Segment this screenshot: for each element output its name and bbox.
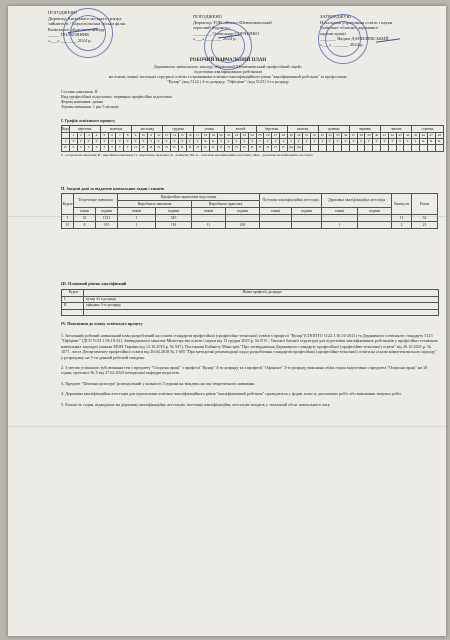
sub-weeks: тижні (260, 208, 292, 215)
week-number: 44 (404, 133, 412, 139)
schedule-cell: Т (124, 139, 132, 145)
schedule-cell (357, 145, 365, 151)
schedule-cell: Т (342, 139, 350, 145)
week-number: 3 (85, 133, 93, 139)
schedule-cell: К (419, 139, 427, 145)
schedule-cell: Т (373, 139, 381, 145)
week-number: 13 (163, 133, 171, 139)
schedule-cell: Т (139, 139, 147, 145)
schedule-cell: Т (155, 139, 163, 145)
week-number: 27 (272, 133, 280, 139)
page-fold (8, 426, 446, 427)
schedule-cell: Т (279, 139, 287, 145)
official-seal-left (63, 8, 113, 58)
schedule-cell: П (132, 145, 140, 151)
week-number: 15 (178, 133, 186, 139)
schedule-cell (349, 145, 357, 151)
schedule-cell (303, 145, 311, 151)
week-number: 11 (147, 133, 155, 139)
month-header: квітень (287, 126, 318, 133)
week-number: 36 (342, 133, 350, 139)
sub-hours: години (96, 208, 118, 215)
schedule-cell (388, 145, 396, 151)
col-stage-attestation: Поетапна кваліфікаційна атестація (260, 194, 322, 208)
cell: I (62, 296, 84, 303)
schedule-cell: К (209, 139, 217, 145)
schedule-cell: К (435, 139, 444, 145)
week-number: 24 (248, 133, 256, 139)
meta-line: Форма навчання: денна (61, 99, 103, 104)
schedule-cell: Т (272, 139, 280, 145)
week-number: 47 (427, 133, 435, 139)
schedule-cell: Т (388, 139, 396, 145)
meta-line: Термін навчання: 1 рік 5 місяців (61, 104, 119, 109)
sub-weeks: тижні (322, 208, 358, 215)
week-number: 12 (155, 133, 163, 139)
table-row (62, 296, 439, 303)
cell: 52 (412, 215, 438, 222)
schedule-cell: К (209, 145, 217, 151)
schedule-cell: Т (326, 139, 334, 145)
col-profession: Назва професії, розряди (84, 290, 439, 297)
week-number: 4 (93, 133, 101, 139)
schedule-cell (334, 145, 342, 151)
cell: 31 (74, 215, 96, 222)
schedule-cell (373, 145, 381, 151)
schedule-cell: Т (240, 139, 248, 145)
qualification-table (61, 289, 439, 316)
schedule-cell: К (202, 145, 210, 151)
explanation-paragraph: 4. Державна кваліфікаційна атестація для присвоєння освітньо-кваліфікаційного рівня "кваліфікований робітник" проводиться у формі захисту дипломних робіт або виконання творчих робіт. (61, 391, 402, 397)
qualification-grid (61, 289, 439, 316)
explanation-paragraph: 5. Кількість годин, відведених на державну кваліфікаційну атестацію, поетапну кваліфікаційну атестацію входить у загальний обсяг навчального часу. (61, 401, 331, 407)
week-number: 48 (435, 133, 444, 139)
schedule-legend: Т - теоретичне навчання; В - виробниче навчання; П - виробнича практика; К - канікули; ПК-А - поетапна кваліфікаційна атестація; ДКА - державна кваліфікаційна атестація (61, 152, 313, 157)
schedule-cell: П (272, 145, 280, 151)
approval-status: ЗАТВЕРДЖУЮ (320, 14, 352, 19)
week-number: 40 (373, 133, 381, 139)
approval-line: Директор Київського міського центру (48, 15, 122, 21)
cell: I (62, 215, 74, 222)
plan-title-block (48, 58, 408, 84)
plan-subtitle: "Кухар" (код 5122 ) 4-го розряду; "Офіціант" (код 5123) 3-го розряду (167, 78, 289, 84)
plan-subtitle: підготовки кваліфікованих робітників (194, 68, 262, 74)
cell: 315 (96, 222, 118, 229)
approval-line: _____ ПОЛКОВНИК (48, 32, 90, 38)
week-number: 18 (202, 133, 210, 139)
approval-line: ________ Олександр СОБЧЕНКО (193, 30, 259, 36)
explanations (61, 333, 439, 412)
week-number: 39 (365, 133, 373, 139)
schedule-cell: Т (132, 139, 140, 145)
week-number: 35 (334, 133, 342, 139)
approval-line: Київської обласної державної (320, 25, 378, 31)
schedule-cell: Т (233, 139, 241, 145)
cell (358, 222, 392, 229)
week-number: 7 (116, 133, 124, 139)
plan-title: РОБОЧИЙ НАВЧАЛЬНИЙ ПЛАН (189, 58, 267, 63)
sub-weeks: тижні (74, 208, 96, 215)
week-number: 1 (69, 133, 77, 139)
approval-line: Начальник управління освіти і науки (320, 19, 393, 25)
schedule-cell: Т (334, 139, 342, 145)
sub-hours: години (292, 208, 322, 215)
week-number: 29 (287, 133, 295, 139)
cell: 11 (392, 215, 412, 222)
month-header: червень (349, 126, 380, 133)
summary-grid (61, 193, 438, 229)
schedule-cell: Т (295, 139, 303, 145)
cell (192, 215, 226, 222)
week-number: 33 (318, 133, 326, 139)
approval-line: Київського обласного центру (48, 26, 105, 32)
schedule-cell: П (240, 145, 248, 151)
cell: 21 (412, 222, 438, 229)
week-number: 19 (209, 133, 217, 139)
schedule-cell: Т (163, 139, 171, 145)
month-header: березень (256, 126, 287, 133)
explanation-paragraph: 1. Загальний робочий навчальний план розроблений на основі стандартів професійної (професійно-технічної) освіти з професії "Кухар"(СПОПТО 5122.1.56.10-2021) та Державного освітнього стандарту 5123 "Офіціант" (ДСО 5123.1.56.10-22). Затвердженого наказом Міністерства освіти і науки від 15 грудня 2023 р. №1515 ; Типової базової структури для підготовки кваліфікованих робітників у професійно-технічних навчальних закладах (накази МОН України від 13.10.2010 р. № 947), Постанови Кабінету Міністрів "Про затвердження Державного стандарту професійної (професійно-технічної) освіти" від 20.10.2021 р. № 1077, листа Департаменту професійної освіти від 20.04.2018 № 1-695 "Про методичні рекомендації щодо розроблення стандартів професійної (професійно-технічної) освіти на основі компетентнісного підходу" у розрахунку на 5-ти денний робочий тиждень. (61, 333, 438, 360)
col-vacation: Канікули (392, 194, 412, 215)
cell (260, 215, 292, 222)
cell: 545 (156, 215, 192, 222)
month-header: лютий (225, 126, 256, 133)
explanation-paragraph: 3. Предмет "Фізична культура" розподілений у кількості 3 години на тиждень на час теоретичного навчання. (61, 380, 255, 386)
course-cell: II (62, 145, 70, 151)
week-number: 22 (233, 133, 241, 139)
schedule-cell: Т (108, 139, 116, 145)
table-row (62, 303, 439, 310)
week-number: 32 (311, 133, 319, 139)
week-number: 38 (357, 133, 365, 139)
approval-line: Директор ТОВ «Бізнес-Шевченківський (193, 19, 272, 25)
week-number: 5 (100, 133, 108, 139)
week-number: 14 (170, 133, 178, 139)
schedule-cell: ДА (296, 145, 302, 150)
sub-hours: години (358, 208, 392, 215)
week-number: 8 (124, 133, 132, 139)
week-number: 28 (279, 133, 287, 139)
schedule-cell (419, 145, 427, 151)
sub-weeks: тижні (192, 208, 226, 215)
schedule-cell: Т (170, 139, 178, 145)
schedule-cell (435, 145, 444, 151)
blank-cell (84, 309, 439, 316)
schedule-grid (61, 125, 444, 152)
schedule-cell: Т (108, 145, 116, 151)
meta-line: Ступінь навчання: ІІ (61, 89, 98, 94)
schedule-cell: П (233, 145, 241, 151)
cell (260, 222, 292, 229)
schedule-cell: П (248, 145, 256, 151)
table-row (62, 215, 438, 222)
schedule-table (61, 125, 444, 158)
week-number: 26 (264, 133, 272, 139)
cell: офіціант 3-го розряду (84, 303, 439, 310)
schedule-cell: П (256, 145, 264, 151)
cell: 430 (226, 222, 260, 229)
week-number: 45 (412, 133, 420, 139)
schedule-cell: Т (357, 139, 365, 145)
schedule-cell (342, 145, 350, 151)
plan-subtitle: Державного навчального закладу «Київський Шевченківський професійний ліцей» (153, 63, 303, 69)
schedule-cell (318, 145, 326, 151)
schedule-cell (381, 145, 389, 151)
schedule-cell: Т (116, 145, 124, 151)
month-header: грудень (163, 126, 194, 133)
meta-line: Вид професійної підготовки: первинна професійна підготовка (61, 94, 172, 99)
schedule-cell: П (163, 145, 171, 151)
schedule-cell: Т (100, 139, 108, 145)
approval-date: «___» _______ 2024 р. (193, 36, 237, 42)
col-work-practice: Виробнича практика (192, 201, 260, 208)
schedule-cell (396, 145, 404, 151)
schedule-cell: Т (365, 139, 373, 145)
approval-line: адміністрації (320, 30, 346, 36)
schedule-cell: П (264, 145, 272, 151)
cell (322, 215, 358, 222)
schedule-cell (412, 145, 420, 151)
course-header: Курс (62, 127, 70, 131)
cell: 8 (74, 222, 96, 229)
schedule-cell: П (155, 145, 163, 151)
schedule-cell: Т (178, 139, 186, 145)
cell: 2 (392, 222, 412, 229)
week-number: 37 (349, 133, 357, 139)
approval-status: ПОГОДЖЕНО (193, 14, 222, 19)
schedule-cell: Т (194, 139, 202, 145)
week-number: 23 (240, 133, 248, 139)
week-number: 41 (381, 133, 389, 139)
week-number: 17 (194, 133, 202, 139)
approval-date: «___» _______ 2024 р. (320, 41, 364, 47)
col-state-attestation: Державна кваліфікаційна атестація (322, 194, 392, 208)
section-title: І. Графік освітнього процесу (61, 118, 116, 123)
schedule-cell: Т (217, 139, 225, 145)
plan-subtitle: на основі повної загальної середньої освіти з отриманням освітньо-кваліфікаційного рівня "кваліфікований робітник" за професіями: (108, 73, 348, 79)
week-number: 9 (132, 133, 140, 139)
approval-line: торговий будинок» (193, 25, 231, 31)
schedule-cell (404, 145, 412, 151)
schedule-cell: П (186, 145, 194, 151)
week-number: 20 (217, 133, 225, 139)
cell: 1131 (96, 215, 118, 222)
schedule-cell: П (279, 145, 287, 151)
course-cell: I (62, 139, 70, 145)
week-number: 2 (77, 133, 85, 139)
cell: кухар 4-го розряду (84, 296, 439, 303)
schedule-cell: Т (396, 139, 404, 145)
schedule-cell: Т (93, 145, 101, 151)
schedule-cell: Т (186, 139, 194, 145)
schedule-cell: Т (100, 145, 108, 151)
schedule-cell: Т (69, 145, 77, 151)
cell: 11 (192, 222, 226, 229)
cell (292, 215, 322, 222)
table-row (62, 222, 438, 229)
schedule-cell: П (170, 145, 178, 151)
week-number: 31 (303, 133, 311, 139)
approval-date: «___» _______ 2024 р. (48, 37, 92, 43)
month-header: липень (381, 126, 412, 133)
cell (292, 222, 322, 229)
schedule-cell: К (202, 139, 210, 145)
schedule-cell: Т (264, 139, 272, 145)
schedule-cell: Т (349, 139, 357, 145)
week-number: 46 (419, 133, 427, 139)
month-header: вересень (69, 126, 100, 133)
week-number: 10 (139, 133, 147, 139)
month-header: травень (318, 126, 349, 133)
schedule-cell: Т (248, 139, 256, 145)
approval-status: ПОГОДЖЕНО (48, 10, 77, 15)
approval-line: _______ Вадим ДАНИЛЕВСЬКИЙ (320, 36, 389, 42)
week-number: 21 (225, 133, 233, 139)
schedule-cell: Т (404, 139, 412, 145)
plan-meta (61, 89, 172, 109)
cell (226, 215, 260, 222)
schedule-cell: Т (77, 139, 85, 145)
week-number: 34 (326, 133, 334, 139)
col-courses: Курси (62, 290, 84, 297)
cell: II (62, 222, 74, 229)
sub-weeks: тижні (118, 208, 156, 215)
col-theory: Теоретичне навчання (74, 194, 118, 208)
schedule-cell: П (194, 145, 202, 151)
schedule-cell: Т (93, 139, 101, 145)
schedule-cell (311, 145, 319, 151)
schedule-cell (326, 145, 334, 151)
schedule-cell: П (217, 145, 225, 151)
schedule-cell: К (427, 139, 435, 145)
sub-hours: години (226, 208, 260, 215)
week-number: 16 (186, 133, 194, 139)
schedule-cell: Т (116, 139, 124, 145)
schedule-cell: Т (256, 139, 264, 145)
section-title: IV. Пояснення до плану освітнього процесу (61, 321, 143, 326)
schedule-cell: Т (381, 139, 389, 145)
col-total: Разом (412, 194, 438, 215)
cell: 1 (322, 222, 358, 229)
schedule-cell: Т (124, 145, 132, 151)
schedule-cell (427, 145, 435, 151)
schedule-cell: Т (225, 139, 233, 145)
sub-hours: години (156, 208, 192, 215)
week-number: 6 (108, 133, 116, 139)
col-practical: Професійно-практична підготовка (118, 194, 260, 201)
schedule-cell: ДА (288, 145, 294, 150)
month-header: січень (194, 126, 225, 133)
schedule-cell: Т (287, 139, 295, 145)
schedule-cell: Т (69, 139, 77, 145)
cell: 118 (156, 222, 192, 229)
summary-table (61, 193, 438, 229)
schedule-cell: Т (303, 139, 311, 145)
col-work-training: Виробниче навчання (118, 201, 192, 208)
month-header: жовтень (100, 126, 131, 133)
schedule-cell (365, 145, 373, 151)
schedule-cell: П (225, 145, 233, 151)
schedule-cell: П (139, 145, 147, 151)
schedule-cell: Т (85, 139, 93, 145)
schedule-cell: П (178, 145, 186, 151)
cell: II (62, 303, 84, 310)
cell: 1 (118, 222, 156, 229)
section-title: ІІ. Зведені дані за віддачею навчальних годин і тижнів (61, 186, 164, 191)
col-courses: Курси (62, 194, 74, 215)
official-seal-right (318, 14, 368, 64)
explanation-paragraph: 2. З метою успішного зубілювання тем з предмету "Охорона праці" з професії "Кухар" 4-го розряду та з професії "Офіціант" 3-го розряду виконано облік годин підготовки з предмета "Охорона праці" на 10 годин, протокол № 5 від 27.02.2024 методичної кафедри педагогів. (61, 365, 428, 376)
cell (358, 215, 392, 222)
week-number: 42 (388, 133, 396, 139)
schedule-cell: Т (85, 145, 93, 151)
approval-line: зайнятості / Бориспільська міська філія (48, 21, 126, 27)
week-number: 43 (396, 133, 404, 139)
schedule-cell: Т (318, 139, 326, 145)
document-page (8, 6, 446, 636)
week-number: 25 (256, 133, 264, 139)
blank-cell (62, 309, 84, 316)
month-header: листопад (132, 126, 163, 133)
schedule-cell: Т (147, 139, 155, 145)
cell: 1 (118, 215, 156, 222)
schedule-cell: Т (77, 145, 85, 151)
schedule-cell: Т (412, 139, 420, 145)
week-number: 30 (295, 133, 303, 139)
schedule-cell: Т (311, 139, 319, 145)
month-header: серпень (412, 126, 444, 133)
schedule-cell: П (147, 145, 155, 151)
section-title: ІІІ. Плановий рівень кваліфікацій (61, 281, 127, 286)
